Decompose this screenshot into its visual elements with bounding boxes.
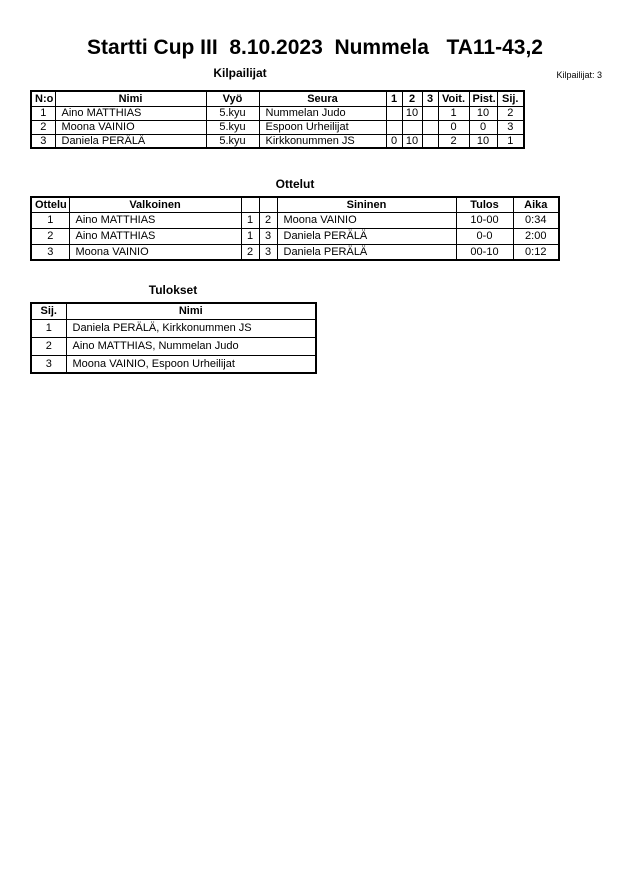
cell-round1 [386, 120, 402, 134]
cell-no: 3 [31, 134, 55, 148]
cell-blue-num: 3 [259, 228, 277, 244]
results-table [30, 302, 317, 374]
cell-blue-num: 2 [259, 212, 277, 228]
page-title: Startti Cup III 8.10.2023 Nummela TA11-43,2 [87, 36, 543, 59]
matches-heading: Ottelut [275, 177, 315, 191]
cell-tulos: 10-00 [456, 212, 513, 228]
cell-tulos: 0-0 [456, 228, 513, 244]
cell-voit: 0 [438, 120, 469, 134]
cell-white-num: 1 [241, 228, 259, 244]
cell-sininen: Moona VAINIO [277, 212, 456, 228]
cell-vyo: 5.kyu [206, 106, 259, 120]
col-header-aika: Aika [513, 197, 559, 212]
cell-vyo: 5.kyu [206, 120, 259, 134]
competitors-count-label: Kilpailijat: 3 [556, 70, 602, 80]
cell-no: 2 [31, 120, 55, 134]
col-header-voit: Voit. [438, 91, 469, 106]
competitors-table [30, 90, 525, 149]
col-header-blue-num [259, 197, 277, 212]
cell-aika: 0:12 [513, 244, 559, 260]
cell-voit: 1 [438, 106, 469, 120]
competitors-header-row [31, 91, 524, 106]
cell-sij: 1 [31, 319, 66, 337]
matches-table [30, 196, 560, 261]
result-row [31, 337, 316, 355]
cell-sij: 2 [497, 106, 524, 120]
col-header-vyo: Vyö [206, 91, 259, 106]
col-header-round1: 1 [386, 91, 402, 106]
match-row [31, 228, 559, 244]
cell-valkoinen: Moona VAINIO [69, 244, 241, 260]
cell-seura: Nummelan Judo [259, 106, 386, 120]
col-header-white-num [241, 197, 259, 212]
col-header-no: N:o [31, 91, 55, 106]
competitors-heading: Kilpailijat [213, 66, 267, 80]
cell-sij: 1 [497, 134, 524, 148]
cell-seura: Kirkkonummen JS [259, 134, 386, 148]
cell-nimi: Aino MATTHIAS [55, 106, 206, 120]
cell-valkoinen: Aino MATTHIAS [69, 212, 241, 228]
cell-round1: 0 [386, 134, 402, 148]
cell-ottelu: 2 [31, 228, 69, 244]
cell-nimi: Aino MATTHIAS, Nummelan Judo [66, 337, 316, 355]
col-header-ottelu: Ottelu [31, 197, 69, 212]
col-header-sininen: Sininen [277, 197, 456, 212]
col-header-seura: Seura [259, 91, 386, 106]
cell-valkoinen: Aino MATTHIAS [69, 228, 241, 244]
results-header-row [31, 303, 316, 319]
cell-vyo: 5.kyu [206, 134, 259, 148]
cell-voit: 2 [438, 134, 469, 148]
cell-aika: 0:34 [513, 212, 559, 228]
cell-pist: 10 [469, 134, 497, 148]
col-header-nimi: Nimi [66, 303, 316, 319]
match-row [31, 244, 559, 260]
cell-ottelu: 3 [31, 244, 69, 260]
cell-nimi: Moona VAINIO, Espoon Urheilijat [66, 355, 316, 373]
cell-seura: Espoon Urheilijat [259, 120, 386, 134]
cell-no: 1 [31, 106, 55, 120]
cell-sininen: Daniela PERÄLÄ [277, 228, 456, 244]
results-heading: Tulokset [148, 283, 198, 297]
cell-nimi: Daniela PERÄLÄ [55, 134, 206, 148]
col-header-sij: Sij. [31, 303, 66, 319]
col-header-nimi: Nimi [55, 91, 206, 106]
competitor-row [31, 134, 524, 148]
cell-round3 [422, 120, 438, 134]
cell-tulos: 00-10 [456, 244, 513, 260]
cell-round2: 10 [402, 134, 422, 148]
result-row [31, 319, 316, 337]
col-header-round2: 2 [402, 91, 422, 106]
match-row [31, 212, 559, 228]
cell-round2: 10 [402, 106, 422, 120]
competitor-row [31, 106, 524, 120]
cell-ottelu: 1 [31, 212, 69, 228]
col-header-tulos: Tulos [456, 197, 513, 212]
cell-nimi: Daniela PERÄLÄ, Kirkkonummen JS [66, 319, 316, 337]
competitor-row [31, 120, 524, 134]
cell-round2 [402, 120, 422, 134]
col-header-valkoinen: Valkoinen [69, 197, 241, 212]
cell-round1 [386, 106, 402, 120]
cell-sij: 3 [31, 355, 66, 373]
cell-white-num: 2 [241, 244, 259, 260]
col-header-round3: 3 [422, 91, 438, 106]
col-header-sij: Sij. [497, 91, 524, 106]
cell-aika: 2:00 [513, 228, 559, 244]
cell-blue-num: 3 [259, 244, 277, 260]
cell-sij: 3 [497, 120, 524, 134]
cell-round3 [422, 134, 438, 148]
cell-nimi: Moona VAINIO [55, 120, 206, 134]
cell-sininen: Daniela PERÄLÄ [277, 244, 456, 260]
cell-round3 [422, 106, 438, 120]
cell-sij: 2 [31, 337, 66, 355]
matches-header-row [31, 197, 559, 212]
result-row [31, 355, 316, 373]
col-header-pist: Pist. [469, 91, 497, 106]
cell-pist: 10 [469, 106, 497, 120]
cell-white-num: 1 [241, 212, 259, 228]
cell-pist: 0 [469, 120, 497, 134]
